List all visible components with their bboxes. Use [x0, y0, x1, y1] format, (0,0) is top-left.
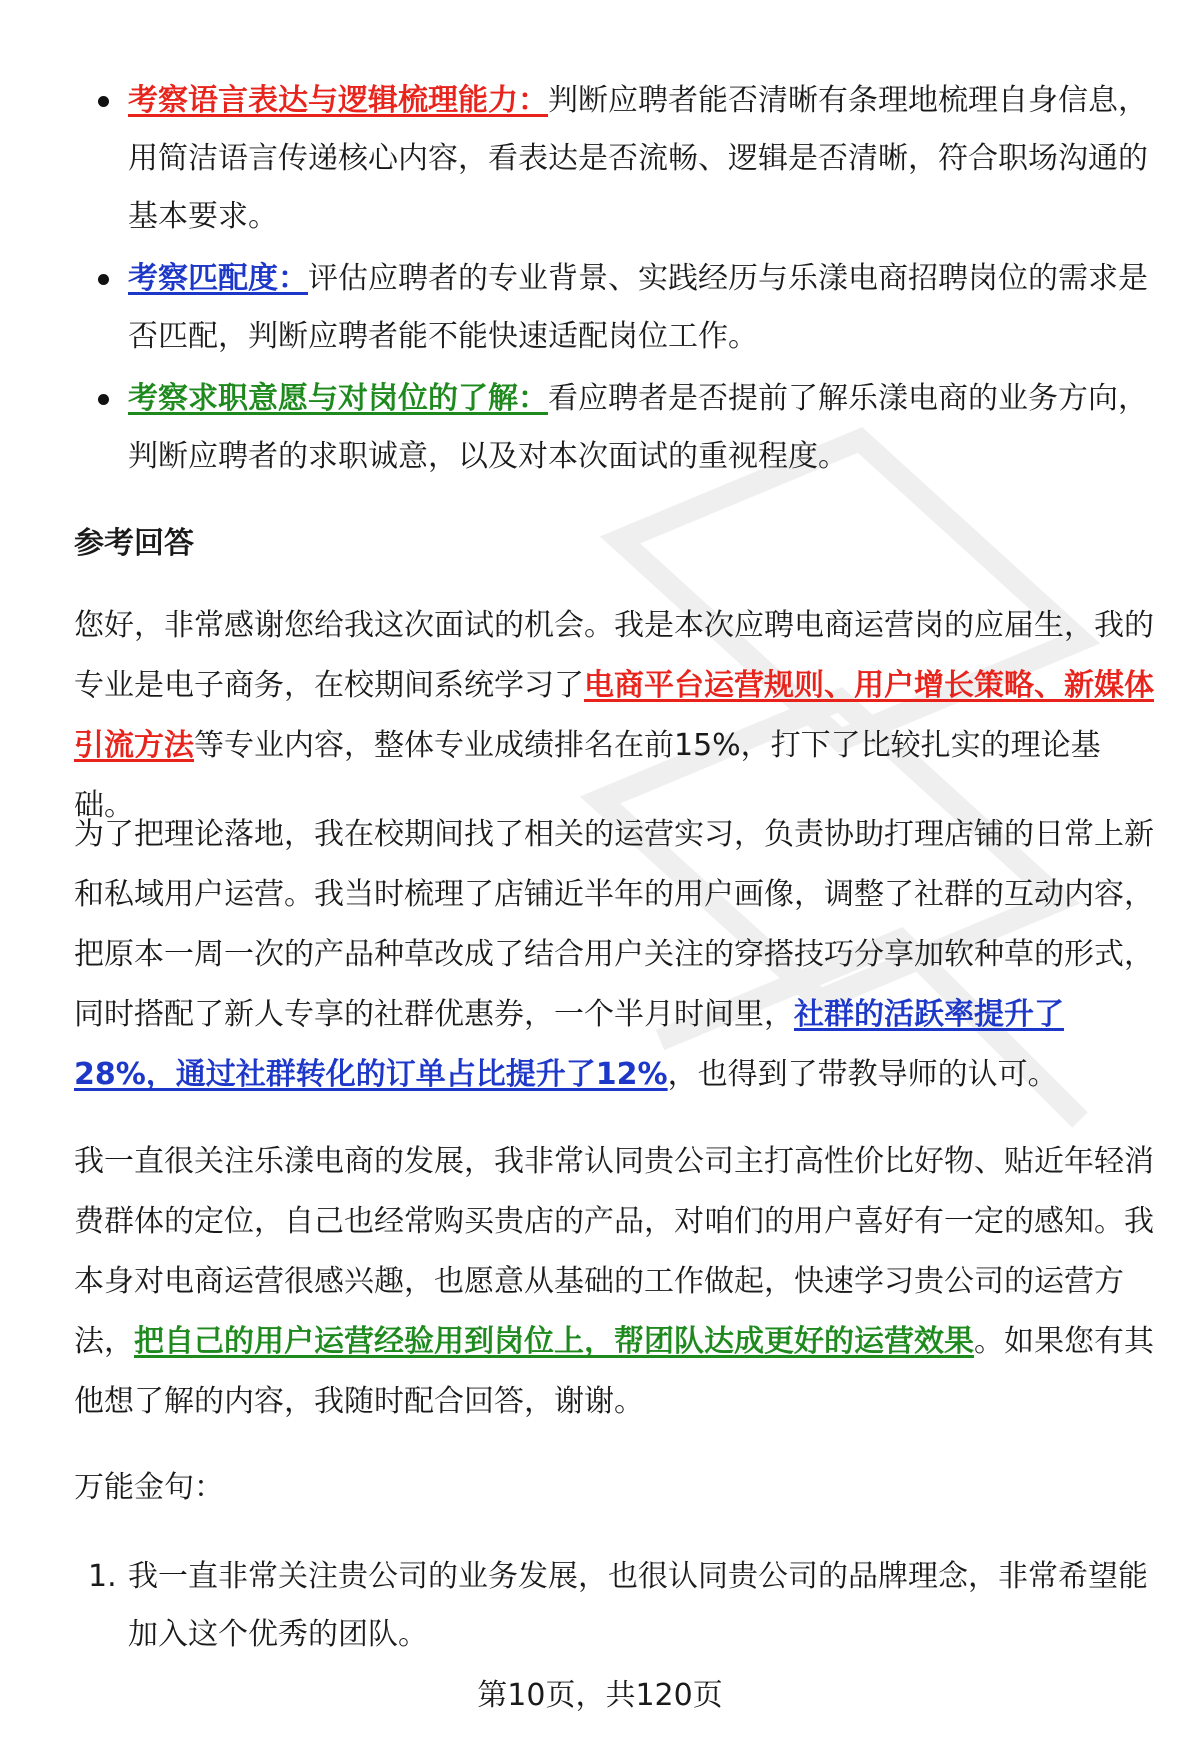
- answer-paragraph-1: [74, 596, 1154, 836]
- highlight-text: 电商平台运营规则、用户增长策略、新媒体引流方法: [74, 668, 1154, 763]
- list-text: 我一直非常关注贵公司的业务发展，也很认同贵公司的品牌理念，非常希望能加入这个优秀的团队。: [128, 1559, 1148, 1652]
- paragraph-text: 为了把理论落地，我在校期间找了相关的运营实习，负责协助打理店铺的日常上新和私域用户运营。我当时梳理了店铺近半年的用户画像，调整了社群的互动内容，把原本一周一次的产品种草改成了结合用户关注的穿搭技巧分享加软种草的形式，同时搭配了新人专享的社群优惠券，一个半月时间里，: [74, 817, 1154, 1032]
- paragraph-text: 我一直很关注乐漾电商的发展，我非常认同贵公司主打高性价比好物、贴近年轻消费群体的定位，自己也经常购买贵店的产品，对咱们的用户喜好有一定的感知。我本身对电商运营很感兴趣，也愿意从基础的工作做起，快速学习贵公司的运营方法，: [74, 1144, 1154, 1359]
- criteria-list: [74, 72, 1154, 490]
- list-item: [74, 1548, 1154, 1664]
- golden-lines-list: [74, 1548, 1154, 1664]
- criteria-item: [74, 370, 1154, 486]
- criteria-lead: 考察求职意愿与对岗位的了解：: [128, 381, 548, 416]
- criteria-text: 看应聘者是否提前了解乐漾电商的业务方向，判断应聘者的求职诚意，以及对本次面试的重视程度。: [128, 381, 1148, 474]
- paragraph-text: ，也得到了带教导师的认可。: [667, 1057, 1058, 1092]
- answer-paragraph-2: [74, 805, 1154, 1105]
- criteria-lead: 考察匹配度：: [128, 261, 308, 296]
- page-footer: 第10页，共120页: [477, 1678, 723, 1713]
- highlight-text: 社群的活跃率提升了28%，通过社群转化的订单占比提升了12%: [74, 997, 1064, 1092]
- criteria-text: 评估应聘者的专业背景、实践经历与乐漾电商招聘岗位的需求是否匹配，判断应聘者能不能快速适配岗位工作。: [128, 261, 1148, 354]
- highlight-text: 把自己的用户运营经验用到岗位上，帮团队达成更好的运营效果: [134, 1324, 974, 1359]
- section-heading: 参考回答: [74, 526, 194, 561]
- criteria-item: [74, 72, 1154, 246]
- bullet-icon: [98, 96, 109, 107]
- paragraph-text: 您好，非常感谢您给我这次面试的机会。我是本次应聘电商运营岗的应届生，我的专业是电子商务，在校期间系统学习了: [74, 608, 1154, 703]
- criteria-lead: 考察语言表达与逻辑梳理能力：: [128, 83, 548, 118]
- bullet-icon: [98, 394, 109, 405]
- paragraph-text: 等专业内容，整体专业成绩排名在前15%，打下了比较扎实的理论基础。: [74, 728, 1101, 823]
- answer-paragraph-3: [74, 1132, 1154, 1432]
- golden-lines-label: 万能金句：: [74, 1470, 224, 1505]
- list-number: 1.: [88, 1559, 117, 1594]
- criteria-item: [74, 250, 1154, 366]
- criteria-text: 判断应聘者能否清晰有条理地梳理自身信息，用简洁语言传递核心内容，看表达是否流畅、逻辑是否清晰，符合职场沟通的基本要求。: [128, 83, 1148, 234]
- bullet-icon: [98, 274, 109, 285]
- paragraph-text: 。如果您有其他想了解的内容，我随时配合回答，谢谢。: [74, 1324, 1154, 1419]
